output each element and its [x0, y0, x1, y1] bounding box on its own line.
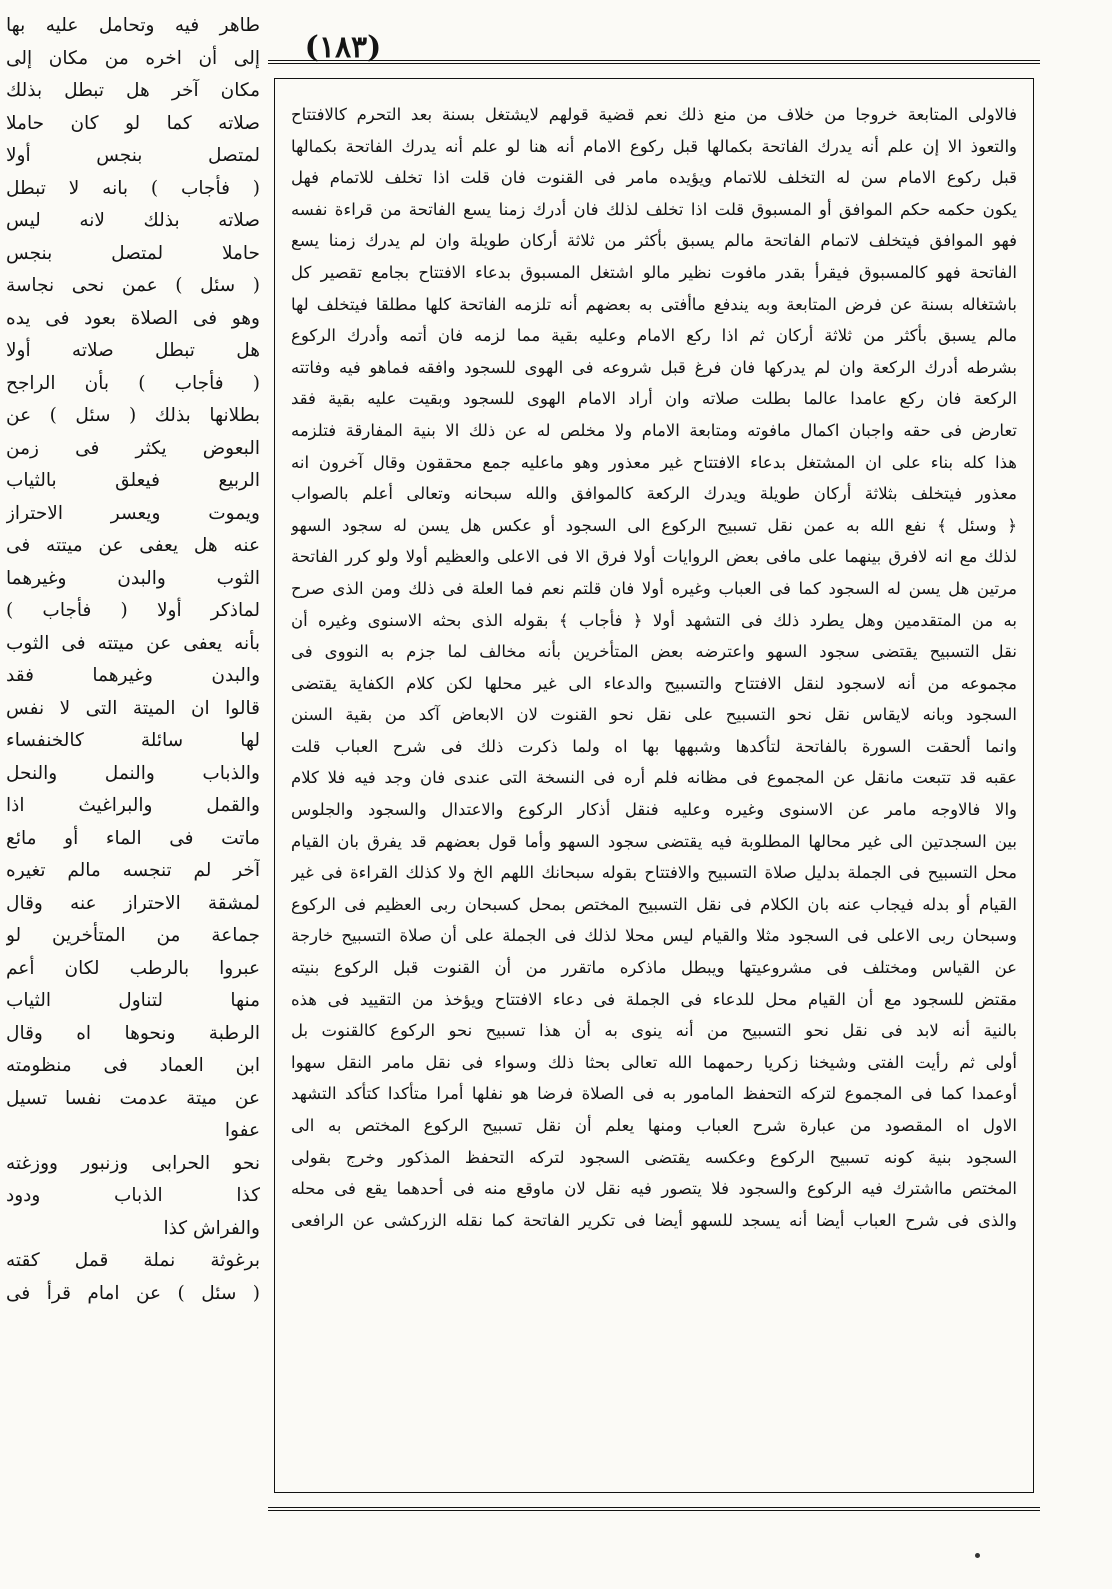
main-text-line: والتعوذ الا إن علم أنه يدرك الفاتحة بكمالها قبل ركوع الامام أنه هنا لو علم أنه يدرك الفاتحة بكمالها — [291, 136, 1017, 156]
margin-text-line: كذا الذباب ودود — [6, 1185, 260, 1206]
ink-dot — [975, 1553, 980, 1558]
margin-text-line: الثوب والبدن وغيرهما — [6, 567, 260, 589]
main-text-line: السجود بنية كونه تسبيح الركوع وعكسه يقتضى السجود لتركه التحفظ المذكور وخرج بقولى — [291, 1147, 1017, 1167]
margin-text-line: طاهر فيه وتحامل عليه بها — [6, 15, 260, 36]
main-text-line: والا فالاوجه مامر عن الاسنوى وغيره وعليه فنقل أذكار الركوع والاعتدال والسجود والجلوس — [291, 800, 1017, 820]
margin-text-line: لها سائلة كالخنفساء — [6, 730, 260, 751]
margin-text-line: آخر لم تنجسه مالم تغيره — [6, 860, 260, 881]
main-text-line: ﴿ وسئل ﴾ نفع الله به عمن نقل تسبيح الركوع الى السجود أو عكس هل يسن له سجود السهو — [291, 515, 1017, 535]
main-text-line: محل التسبيح فى الجملة بدليل صلاة التسبيح والافتتاح بقوله سبحانك اللهم الخ ولا كذلك القراءة فى غير — [291, 863, 1017, 883]
main-text-line: فالاولى المتابعة خروجا من خلاف من منع ذلك نعم قضية قولهم لايشتغل بسنة بعد التحرم كالافتتاح — [291, 105, 1017, 124]
main-text-frame — [268, 60, 1040, 1511]
margin-text-line: منها لتناول الثياب — [6, 990, 260, 1011]
main-text-line: مقتض للسجود مع أن القيام محل للدعاء فى الجملة فى دعاء الافتتاح ويؤخذ من التقييد فى هذه — [291, 989, 1017, 1009]
main-text-line: السجود وبانه لايقاس نقل نحو التسبيح على نقل نحو القنوت لان الابعاض آكد من بقية السنن — [291, 705, 1017, 725]
margin-text-line: حاملا لمتصل بنجس — [6, 242, 260, 264]
margin-text-line: ابن العماد فى منظومته — [6, 1055, 260, 1076]
main-text-line: أولى ثم رأيت الفتى وشيخنا زكريا رحمهما الله تعالى بحثا ذلك وسواء فى نقل مامر النقل سهوا — [291, 1052, 1017, 1072]
margin-text-line: وهو فى الصلاة بعود فى يده — [6, 307, 260, 329]
margin-text-line: ( فأجاب ) بأن الراجح — [6, 372, 260, 394]
main-text-line: لذلك مع انه لافرق بينهما على مافى بعض الروايات أولا فرق الا فى الاعلى والعظيم أولا ولو كرر الفاتحة — [291, 547, 1017, 567]
main-text-line: الركعة فان ركع عامدا عالما بطلت صلاته وان أراد الامام الهوى للسجود وبقيت عليه بقية فقد — [291, 389, 1017, 409]
main-text-line: بالنية أنه لابد فى نقل نحو التسبيح من أنه ينوى به أن هذا تسبيح نحو الركوع كالقنوت بل — [291, 1021, 1017, 1041]
margin-text-line: صلاته كما لو كان حاملا — [6, 112, 260, 134]
margin-text-line: الرطبة ونحوها اه وقال — [6, 1022, 260, 1044]
main-text-line: قبل ركوع الامام سن له التخلف للاتمام ويؤيده مامر فى القنوت فان قلت اذا تخلف للاتمام فهل — [291, 168, 1017, 188]
margin-text-line: بطلانها بذلك ( سئل ) عن — [6, 405, 260, 426]
margin-text-line: البعوض يكثر فى زمن — [6, 437, 260, 459]
margin-text-line: صلاته بذلك لانه ليس — [6, 210, 260, 231]
main-text-line: مجموعه من أنه لاسجود لنقل الافتتاح والتسبيح والدعاء الى غير محلها لكن كلام الكفاية يقتضى — [291, 673, 1017, 693]
margin-text-line: إلى أن اخره من مكان إلى — [6, 47, 260, 69]
margin-text-line: قالوا ان الميتة التى لا نفس — [6, 697, 260, 719]
margin-text-line: جماعة من المتأخرين لو — [6, 925, 260, 946]
margin-text-line: عنه هل يعفى عن ميتته فى — [6, 535, 260, 556]
main-text-line: نقل التسبيح يقتضى سجود السهو واعترضه بعض المتأخرين بأنه مخالف لما جزم به النووى فى — [291, 642, 1017, 662]
main-text-line: تعارض فى حقه واجبان اكمال مافوته ومتابعة الامام ولا مخلص له عن ذلك الا بنية المفارقة فتلزمه — [291, 420, 1017, 440]
margin-text-line: والذباب والنمل والنحل — [6, 762, 260, 784]
main-text-line: باشتغاله بسنة عن فرض المتابعة وبه يندفع ماأفتى به بعضهم أنه تلزمه الفاتحة كلها مطلقا فيتخلف لها — [291, 294, 1017, 314]
margin-text-line: عن ميتة عدمت نفسا تسيل — [6, 1087, 260, 1109]
main-text-line: بين السجدتين الى غير محالها المطلوبة فيه يقتضى سجود السهو وأما قول بعضهم قد يفرق بان القيام — [291, 831, 1017, 851]
margin-text-line: هل تبطل صلاته أولا — [6, 340, 260, 361]
main-text-body — [291, 99, 1017, 1474]
main-text-line: مالم يسبق بأكثر من ثلاثة أركان ثم اذا ركع الامام وعليه بقية مما لزمه فان أتمه وأدرك الركوع — [291, 326, 1017, 346]
margin-commentary — [6, 10, 260, 1510]
main-text-line: والذى فى شرح العباب أيضا أنه يسجد للسهو أيضا فى تكرير الفاتحة كما نقله الزركشى عن الرافعى — [291, 1210, 1017, 1230]
margin-text-line: لماذكر أولا ( فأجاب ) — [6, 600, 260, 621]
margin-text-line: عبروا بالرطب لكان أعم — [6, 957, 260, 979]
page-number: (١٨٣) — [304, 30, 382, 65]
margin-text-line: ( سئل ) عمن نحى نجاسة — [6, 275, 260, 296]
main-text-line: معذور فيتخلف بثلاثة أركان طويلة ويدرك الركعة كالموافق والله سبحانه وتعالى أعلم بالصواب — [291, 484, 1017, 504]
main-text-line: وسبحان ربى الاعلى فى السجود مثلا والقيام ليس محلا لذلك فى الجملة على أن صلاة التسبيح خارجة — [291, 926, 1017, 946]
margin-text-line: مكان آخر هل تبطل بذلك — [6, 80, 260, 101]
margin-text-line: عفوا — [224, 1120, 260, 1141]
main-text-line: عقبه قد تتبعت مانقل عن المجموع فى مظانه فلم أره فى النسخة التى عندى فان وجد فيه فلا كلام — [291, 768, 1017, 788]
main-text-line: القيام أو بدله فيجاب عنه بان الكلام فى نقل التسبيح المختص بمحل كسبحان ربى العظيم فى الركوع — [291, 894, 1017, 914]
margin-text-line: بأنه يعفى عن ميتته فى الثوب — [6, 632, 260, 654]
main-text-line: مرتين هل يسن له السجود كما فى العباب وغيره أولا فان قلتم نعم فما العلة فى ذلك ومن الذى صرح — [291, 578, 1017, 598]
margin-text-line: ماتت فى الماء أو مائع — [6, 827, 260, 849]
margin-text-line: نحو الحرابى وزنبور ووزغته — [6, 1152, 260, 1174]
main-text-line: هذا كله بناء على ان المشتغل بدعاء الافتتاح غير معذور وهو ماعليه جمع محققون وقال آخرون انه — [291, 452, 1017, 472]
margin-text-line: برغوثة نملة قمل كقته — [6, 1250, 260, 1271]
main-text-inner-border — [274, 78, 1034, 1493]
main-text-line: عن القياس ومختلف فى مشروعيتها ويبطل ماذكره ماتقرر من أن القنوت قبل الركوع بنيته — [291, 958, 1017, 978]
main-text-line: المختص مااشترك فيه الركوع والسجود فلا يتصور فيه نقل لان ماوقع منه فى أحدهما يقع فى محله — [291, 1179, 1017, 1199]
main-text-line: الاول اه المقصود من عبارة شرح العباب ومنها يعلم أن نقل تسبيح الركوع المختص به الى — [291, 1116, 1017, 1135]
margin-text-line: الربيع فيعلق بالثياب — [6, 470, 260, 491]
margin-text-line: والقمل والبراغيث اذا — [6, 795, 260, 816]
margin-text-line: ( سئل ) عن امام قرأ فى — [6, 1282, 260, 1304]
margin-text-line: لمشقة الاحتراز عنه وقال — [6, 892, 260, 914]
main-text-line: به من المتقدمين وهل يطرد ذلك فى التشهد أولا ﴿ فأجاب ﴾ بقوله الذى بحثه الاسنوى وغيره أن — [291, 610, 1017, 630]
main-text-line: الفاتحة فهو كالمسبوق فيقرأ بقدر مافوت نظير مالو اشتغل المسبوق بدعاء الافتتاح بجامع تقصير كل — [291, 262, 1017, 282]
margin-text-line: ويموت ويعسر الاحتراز — [6, 502, 260, 524]
margin-text-line: والفراش كذا — [163, 1217, 260, 1239]
margin-text-line: ( فأجاب ) بانه لا تبطل — [6, 177, 260, 199]
main-text-line: وانما ألحقت السورة بالفاتحة لتأكدها وشبهها بها اه ولما ذكرت ذلك فى شرح العباب قلت — [291, 736, 1017, 756]
main-text-line: أوعمدا كما فى المجموع لتركه التحفظ المامور به فى الصلاة فرضا هو نفلها أمرا متأكدا كتأكد التشهد — [291, 1084, 1017, 1104]
margin-text-line: والبدن وغيرهما فقد — [6, 665, 260, 686]
main-text-line: فهو الموافق فيتخلف لاتمام الفاتحة مالم يسبق بأكثر من ثلاثة أركان طويلة وان لم يدرك زمنا يسع — [291, 231, 1017, 251]
margin-text-line: لمتصل بنجس أولا — [6, 145, 260, 166]
main-text-line: يكون حكمه حكم الموافق أو المسبوق قلت اذا تخلف لذلك فان أدرك زمنا يسع الفاتحة من قراءة نفسه — [291, 199, 1017, 219]
main-text-line: بشرطه أدرك الركعة وان لم يدركها فان فرغ قبل شروعه فى الهوى للسجود وافقه فماهو فيه وفاتته — [291, 357, 1017, 377]
